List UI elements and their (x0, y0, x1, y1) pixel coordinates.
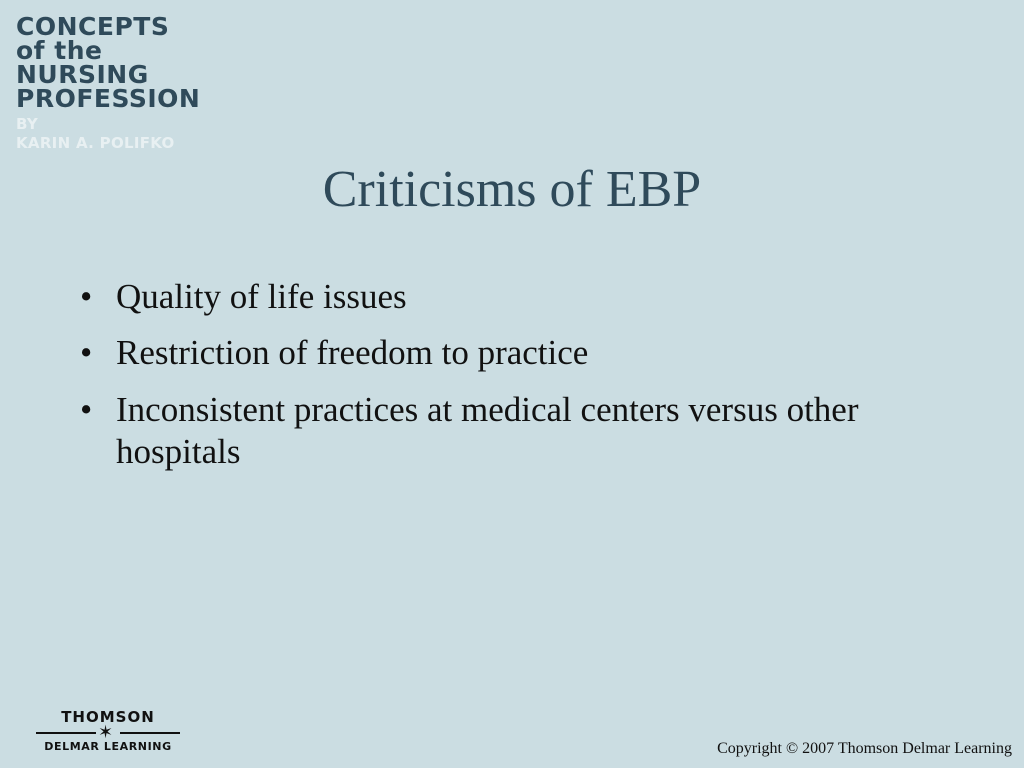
logo-by: BY (16, 115, 39, 133)
book-logo (16, 14, 200, 151)
logo-author: KARIN A. POLIFKO (16, 134, 175, 152)
bullet-icon: • (80, 333, 93, 373)
bullet-item (80, 276, 900, 318)
publisher-name-top: THOMSON (61, 708, 155, 726)
slide-title: Criticisms of EBP (322, 161, 702, 218)
publisher-divider (28, 722, 188, 743)
logo-line-concepts: CONCEPTS (16, 12, 170, 41)
divider-rule-left (36, 732, 96, 734)
copyright-notice: Copyright © 2007 Thomson Delmar Learning (717, 740, 1012, 757)
publisher-logo (28, 708, 188, 753)
bullet-item (80, 389, 900, 474)
bullet-list (80, 276, 900, 487)
logo-line-profession: PROFESSION (16, 84, 201, 113)
bullet-text: Restriction of freedom to practice (116, 333, 589, 373)
bullet-icon: • (80, 277, 93, 316)
divider-rule-right (120, 732, 180, 734)
bullet-icon: • (80, 389, 93, 429)
logo-line-of-the: of the (16, 36, 103, 65)
star-icon: ✶ (98, 722, 114, 743)
logo-line-nursing: NURSING (16, 60, 149, 89)
bullet-text: Quality of life issues (116, 277, 407, 316)
publisher-name-bottom: DELMAR LEARNING (44, 740, 172, 753)
bullet-item (80, 332, 900, 374)
bullet-text: Inconsistent practices at medical centers versus other hospitals (116, 389, 859, 472)
